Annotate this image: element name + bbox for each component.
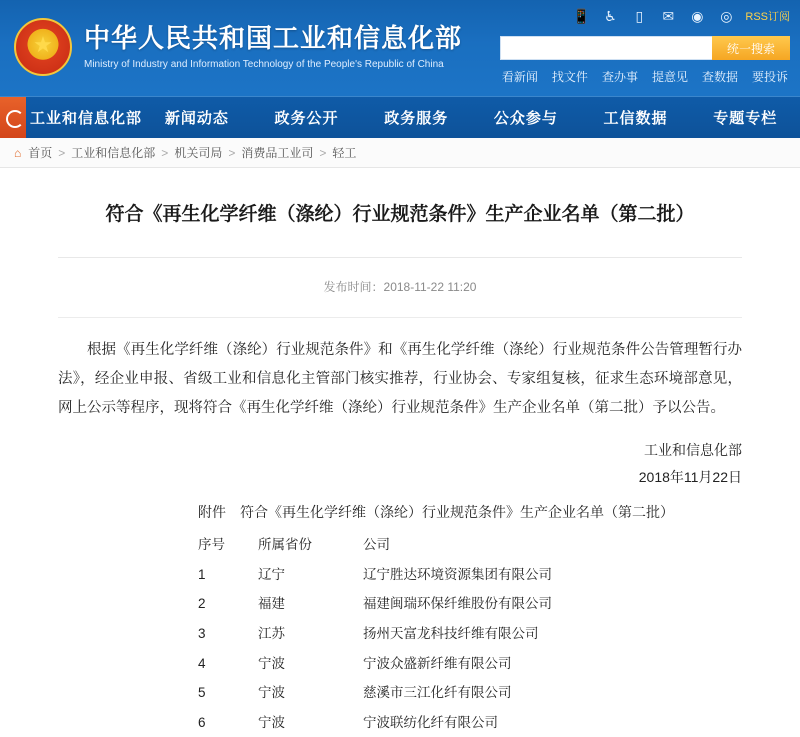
cell-index: 6	[198, 714, 206, 730]
quick-link-feedback[interactable]: 提意见	[651, 70, 688, 84]
site-title-cn: 中华人民共和国工业和信息化部	[84, 23, 463, 54]
publish-time-label: 发布时间：	[323, 279, 384, 294]
column-header-company: 公司	[363, 537, 390, 553]
breadcrumb-home[interactable]: 首页	[28, 146, 53, 160]
nav-item-special-topics[interactable]: 专题专栏	[713, 110, 778, 127]
nav-item-government-services[interactable]: 政务服务	[384, 110, 449, 127]
cell-index: 2	[198, 596, 206, 612]
rss-subscribe-link[interactable]: RSS订阅	[745, 11, 790, 23]
page-title: 符合《再生化学纤维（涤纶）行业规范条件》生产企业名单（第二批）	[105, 204, 695, 225]
attachment-label: 附件	[198, 504, 226, 521]
breadcrumb-separator: >	[161, 145, 169, 160]
cell-index: 1	[198, 566, 206, 582]
cell-province: 福建	[258, 596, 285, 612]
breadcrumb-separator: >	[228, 145, 236, 160]
cell-company: 慈溪市三江化纤有限公司	[363, 685, 512, 701]
signature-org: 工业和信息化部	[644, 442, 742, 459]
breadcrumb-separator: >	[319, 145, 327, 160]
quick-link-data[interactable]: 查数据	[701, 70, 738, 84]
quick-link-news[interactable]: 看新闻	[501, 70, 538, 84]
cell-province: 辽宁	[258, 566, 285, 582]
wechat-icon[interactable]: ◉	[691, 7, 704, 24]
cell-company: 宁波联纺化纤有限公司	[363, 714, 498, 730]
site-search	[500, 36, 790, 60]
cell-company: 辽宁胜达环境资源集团有限公司	[363, 566, 552, 582]
cell-company: 扬州天富龙科技纤维有限公司	[363, 626, 539, 642]
quick-link-documents[interactable]: 找文件	[551, 70, 588, 84]
national-emblem-icon	[14, 18, 72, 76]
cell-province: 宁波	[258, 685, 285, 701]
site-header	[0, 0, 800, 96]
attachment-title: 符合《再生化学纤维（涤纶）行业规范条件》生产企业名单（第二批）	[240, 504, 674, 521]
breadcrumb-item-consumer-goods[interactable]: 消费品工业司	[241, 146, 314, 160]
table-row	[198, 560, 552, 590]
quick-links	[502, 68, 788, 85]
company-list-table	[198, 530, 552, 737]
table-row	[198, 589, 552, 619]
nav-item-news[interactable]: 新闻动态	[164, 110, 229, 127]
mail-icon[interactable]: ✉	[662, 7, 675, 24]
breadcrumb	[0, 138, 800, 168]
column-header-index: 序号	[198, 537, 225, 553]
home-icon[interactable]: ⌂	[14, 145, 22, 160]
meta-divider	[58, 317, 742, 318]
cell-index: 4	[198, 655, 206, 671]
nav-item-ministry[interactable]: 工业和信息化部	[30, 110, 143, 127]
site-title-en: Ministry of Industry and Information Technology of the People's Republic of China	[84, 58, 444, 70]
column-header-province: 所属省份	[258, 537, 312, 553]
search-input[interactable]	[500, 36, 712, 60]
main-navigation	[0, 96, 800, 138]
article-body: 根据《再生化学纤维（涤纶）行业规范条件》和《再生化学纤维（涤纶）行业规范条件公告管理暂行办法》，经企业申报、省级工业和信息化主管部门核实推荐，行业协会、专家组复核，征求生态环境部意见，网上公示等程序，现将符合《再生化学纤维（涤纶）行业规范条件》生产企业名单（第二批）予以公告。	[58, 341, 742, 416]
table-row	[198, 649, 552, 679]
cell-province: 宁波	[258, 655, 285, 671]
search-button[interactable]: 统一搜索	[712, 36, 790, 60]
table-row	[198, 708, 552, 737]
nav-item-government-affairs[interactable]: 政务公开	[274, 110, 339, 127]
breadcrumb-item-departments[interactable]: 机关司局	[174, 146, 223, 160]
cell-company: 福建闽瑞环保纤维股份有限公司	[363, 596, 552, 612]
article-container	[0, 202, 800, 737]
table-row	[198, 619, 552, 649]
signature-date: 2018年11月22日	[638, 468, 742, 485]
table-header-row	[198, 530, 552, 560]
cell-company: 宁波众盛新纤维有限公司	[363, 655, 512, 671]
top-icon-strip	[571, 6, 790, 26]
attachment-line	[58, 502, 742, 522]
breadcrumb-item-ministry[interactable]: 工业和信息化部	[71, 146, 156, 160]
cell-index: 5	[198, 685, 206, 701]
nav-item-public-participation[interactable]: 公众参与	[493, 110, 558, 127]
site-branding	[14, 18, 462, 76]
table-row	[198, 678, 552, 708]
site-title-block	[84, 24, 462, 70]
signature-block	[58, 437, 742, 490]
accessibility-icon[interactable]: ♿	[604, 7, 617, 24]
cell-province: 宁波	[258, 714, 285, 730]
cell-index: 3	[198, 626, 206, 642]
cell-province: 江苏	[258, 626, 285, 642]
breadcrumb-separator: >	[58, 145, 66, 160]
app-icon[interactable]: ▯	[635, 7, 644, 24]
publish-time-value: 2018-11-22 11:20	[383, 279, 477, 294]
quick-link-complaint[interactable]: 要投诉	[751, 70, 788, 84]
publish-time	[58, 278, 742, 295]
mobile-site-icon[interactable]: 📱	[572, 7, 591, 24]
nav-item-list	[30, 107, 800, 128]
title-divider	[58, 257, 742, 258]
nav-item-industry-data[interactable]: 工信数据	[603, 110, 668, 127]
quick-link-services[interactable]: 查办事	[601, 70, 638, 84]
breadcrumb-item-light-industry[interactable]: 轻工	[332, 146, 357, 160]
weibo-icon[interactable]: ◎	[720, 7, 733, 24]
